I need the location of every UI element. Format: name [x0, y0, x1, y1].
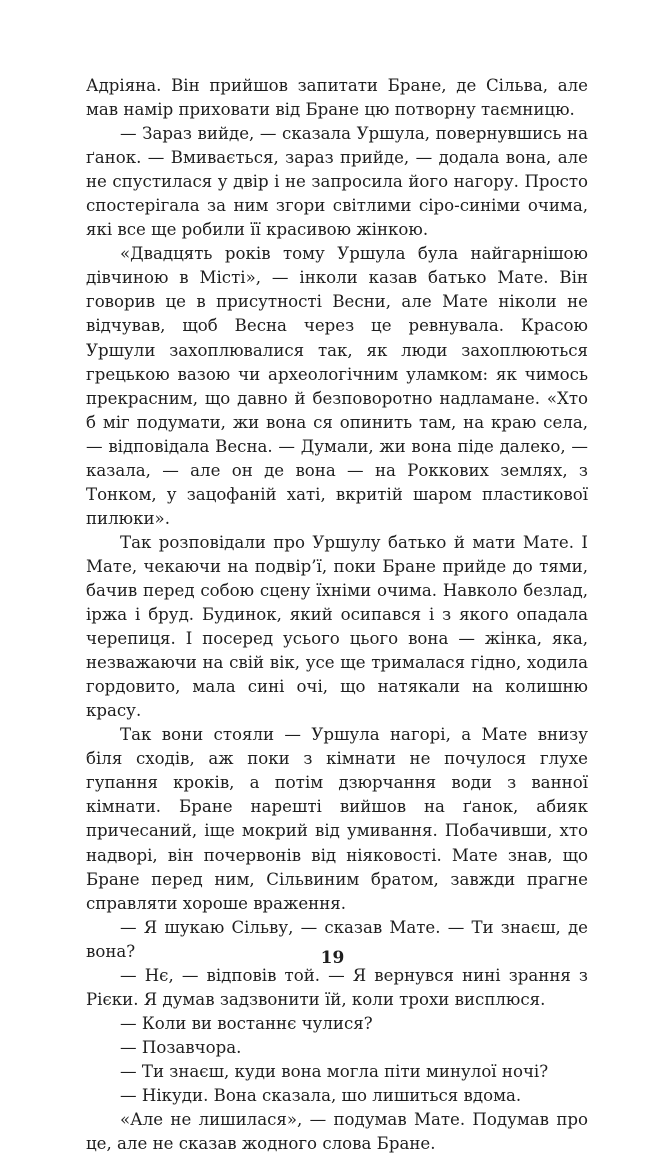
dialogue-line: — Позавчора.: [120, 1037, 242, 1057]
dialogue-line: — Нє, — відповів той. — Я вернувся нині зрання з Рієки. Я думав задзвонити їй, коли трохи висплюся.: [86, 965, 588, 1009]
dialogue-line: — Ти знаєш, куди вона могла піти минулої ночі?: [120, 1061, 549, 1081]
paragraph: «Але не лишилася», — подумав Мате. Подумав про це, але не сказав жодного слова Бране.: [86, 1110, 588, 1154]
paragraph: «Двадцять років тому Уршула була найгарнішою дівчиною в Місті», — інколи казав батько Мате. Він говорив це в присутності Весни, але Мате ніколи не відчував, щоб Весна через це ревнувала. Красою Уршули захоплювалися так, як люди захоплюються грецькою вазою чи археологічним уламком: як чимось прекрасним, що давно й безповоротно надламане. «Хто б міг подумати, жи вона ся опинить там, на краю села, — відповідала Весна. — Думали, жи вона піде далеко, — казала, — але он де вона — на Роккових землях, з Тонком, у зацофаній хаті, вкритій шаром пластикової пилюки».: [86, 244, 588, 528]
paragraph: Так вони стояли — Уршула нагорі, а Мате внизу біля сходів, аж поки з кімнати не почулося глухе гупання кроків, а потім дзюрчання води з ванної кімнати. Бране нарешті вийшов на ґанок, абияк причесаний, іще мокрий від умивання. Побачивши, хто надворі, він почервонів від ніяковості. Мате знав, що Бране перед ним, Сільвиним братом, завжди прагне справляти хороше враження.: [86, 725, 588, 913]
page-text: [86, 74, 588, 1156]
paragraph: — Зараз вийде, — сказала Уршула, повернувшись на ґанок. — Вмивається, зараз прийде, — додала вона, але не спустилася у двір і не запросила його нагору. Просто спостерігала за ним згори світлими сіро-синіми очима, які все ще робили її красивою жінкою.: [86, 124, 588, 240]
dialogue-line: — Нікуди. Вона сказала, шо лишиться вдома.: [120, 1085, 522, 1105]
page-number: 19: [320, 948, 345, 968]
dialogue-line: — Я шукаю Сільву, — сказав Мате. — Ти знаєш, де вона?: [86, 917, 588, 961]
paragraph: Так розповідали про Уршулу батько й мати Мате. І Мате, чекаючи на подвір’ї, поки Бране прийде до тями, бачив перед собою сцену їхніми очима. Навколо безлад, іржа і бруд. Будинок, який осипався і з якого опадала черепиця. І посеред усього цього вона — жінка, яка, незважаючи на свій вік, усе ще трималася гідно, ходила гордовито, мала сині очі, що натякали на колишню красу.: [86, 532, 588, 721]
paragraph: Адріяна. Він прийшов запитати Бране, де Сільва, але мав намір приховати від Бране цю потворну таємницю.: [86, 76, 588, 120]
dialogue-line: — Коли ви востаннє чулися?: [120, 1013, 373, 1033]
